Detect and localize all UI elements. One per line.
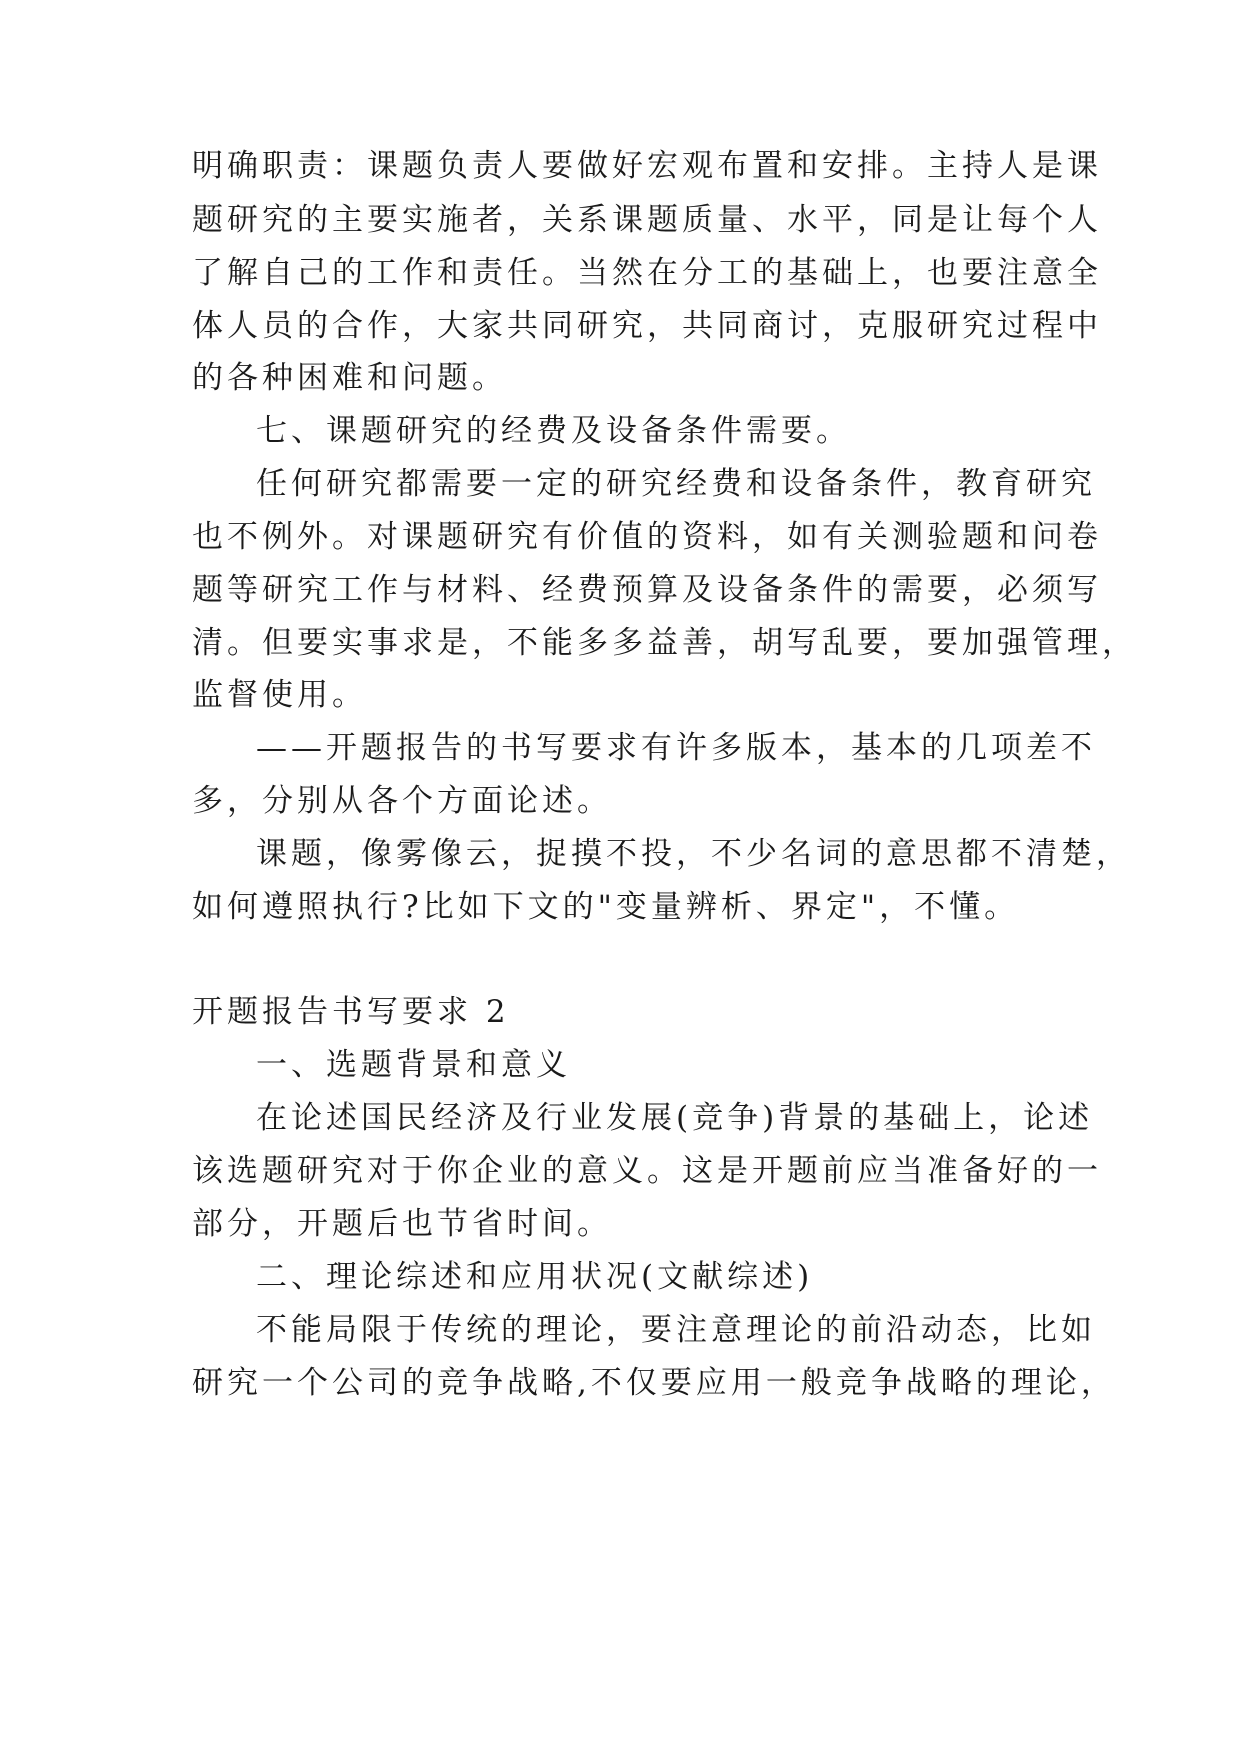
section-heading: 七、课题研究的经费及设备条件需要。 <box>256 413 851 449</box>
text-line: 该选题研究对于你企业的意义。这是开题前应当准备好的一 <box>192 1153 1102 1189</box>
document-section-title: 开题报告书写要求 2 <box>192 994 510 1030</box>
text-line: 多，分别从各个方面论述。 <box>192 783 612 819</box>
text-line: 在论述国民经济及行业发展(竞争)背景的基础上，论述 <box>256 1100 1094 1136</box>
text-line: 也不例外。对课题研究有价值的资料，如有关测验题和问卷 <box>192 519 1102 555</box>
text-line: 了解自己的工作和责任。当然在分工的基础上，也要注意全 <box>192 255 1102 291</box>
text-line: 题研究的主要实施者，关系课题质量、水平，同是让每个人 <box>192 202 1102 238</box>
text-line: 的各种困难和问题。 <box>192 360 507 396</box>
section-heading: 一、选题背景和意义 <box>256 1047 571 1083</box>
text-line: 不能局限于传统的理论，要注意理论的前沿动态，比如 <box>256 1312 1096 1348</box>
text-line: 课题，像雾像云，捉摸不投，不少名词的意思都不清楚， <box>256 836 1131 872</box>
text-line: 如何遵照执行?比如下文的"变量辨析、界定"，不懂。 <box>192 889 1020 925</box>
text-line: 体人员的合作，大家共同研究，共同商讨，克服研究过程中 <box>192 308 1102 344</box>
section-heading: 二、理论综述和应用状况(文献综述) <box>256 1259 814 1295</box>
text-line: 题等研究工作与材料、经费预算及设备条件的需要，必须写 <box>192 572 1102 608</box>
text-line: ——开题报告的书写要求有许多版本，基本的几项差不 <box>256 730 1096 766</box>
text-line: 明确职责：课题负责人要做好宏观布置和安排。主持人是课 <box>192 148 1102 184</box>
text-line: 任何研究都需要一定的研究经费和设备条件，教育研究 <box>256 466 1096 502</box>
text-line: 监督使用。 <box>192 677 367 713</box>
text-line: 部分，开题后也节省时间。 <box>192 1206 612 1242</box>
text-line: 清。但要实事求是，不能多多益善，胡写乱要，要加强管理， <box>192 625 1137 661</box>
text-line: 研究一个公司的竞争战略,不仅要应用一般竞争战略的理论， <box>192 1365 1116 1401</box>
